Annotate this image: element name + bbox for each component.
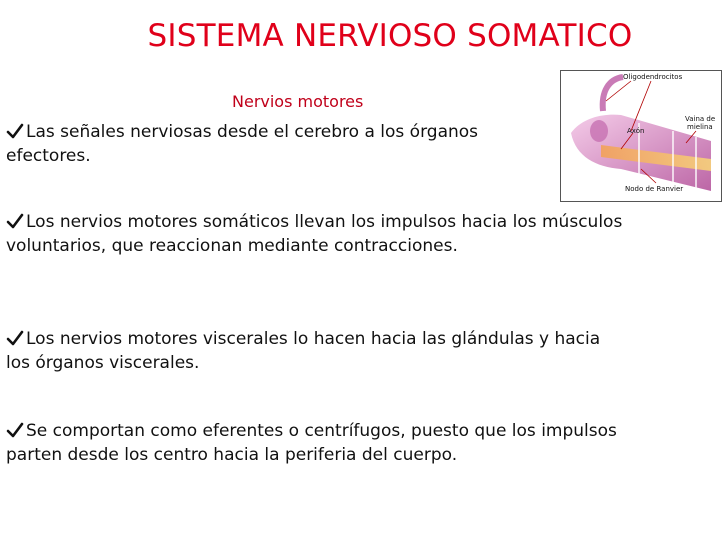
- label-vaina-1: Vaina de: [685, 115, 716, 123]
- label-oligodendrocitos: Oligodendrocitos: [623, 73, 683, 81]
- checkmark-icon: [6, 330, 24, 346]
- neuron-figure: [560, 70, 722, 202]
- bullet-item: Se comportan como eferentes o centrífugos, puesto que los impulsos parten desde los centro hacia la periferia del cuerpo.: [6, 421, 617, 465]
- checkmark-icon: [6, 123, 24, 139]
- checkmark-icon: [6, 213, 24, 229]
- label-vaina-2: mielina: [687, 123, 713, 131]
- bullet-item: Los nervios motores viscerales lo hacen hacia las glándulas y hacia los órganos viscerales.: [6, 329, 601, 373]
- bullet-item: Las señales nerviosas desde el cerebro a los órganos efectores.: [6, 122, 479, 166]
- page-subtitle: Nervios motores: [232, 92, 364, 111]
- oligodendrocyte-fiber: [603, 77, 623, 111]
- page-title: SISTEMA NERVIOSO SOMATICO: [147, 18, 633, 54]
- neuron-illustration: [561, 71, 721, 201]
- label-axon: Axón: [627, 127, 645, 135]
- bullet-item: Los nervios motores somáticos llevan los impulsos hacia los músculos voluntarios, que reaccionan mediante contracciones.: [6, 212, 623, 256]
- checkmark-icon: [6, 422, 24, 438]
- label-nodo: Nodo de Ranvier: [625, 185, 684, 193]
